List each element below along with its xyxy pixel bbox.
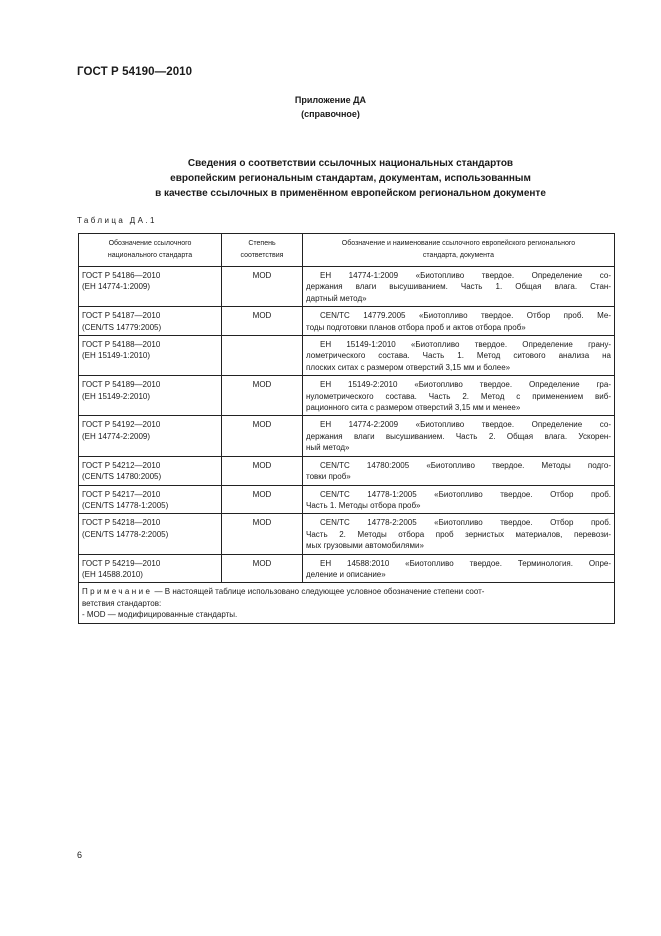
table-caption: Таблица ДА.1	[77, 216, 157, 225]
european-document-cell	[303, 554, 615, 583]
note-line	[82, 586, 611, 597]
document-line: лометрического состава. Часть 1. Метод ситового анализа на	[306, 351, 611, 361]
document-line: дартный метод»	[306, 293, 367, 303]
table-note	[79, 583, 615, 623]
document-line: ЕН 14588:2010 «Биотопливо твердое. Терминология. Опре-	[320, 558, 611, 568]
note-line: ветствия стандартов:	[82, 598, 162, 608]
heading-line: в качестве ссылочных в применённом европейском региональном документе	[155, 188, 546, 199]
appendix-title: Приложение ДА	[294, 95, 367, 105]
table-row	[79, 514, 615, 554]
table-row	[79, 485, 615, 514]
national-standard-cell	[79, 307, 222, 336]
document-line: CEN/TC 14778-1:2005 «Биотопливо твердое. Отбор проб.	[320, 489, 611, 499]
european-document-cell	[303, 267, 615, 307]
header-degree	[222, 234, 303, 267]
document-line: держания влаги высушиванием. Часть 1. Общая влага. Стан-	[306, 282, 611, 292]
european-document-cell	[303, 485, 615, 514]
european-document-cell	[303, 336, 615, 376]
table-row	[79, 456, 615, 485]
standard-designation: (CEN/TS 14780:2005)	[82, 472, 162, 482]
document-code: ГОСТ Р 54190—2010	[77, 66, 193, 78]
document-line: товки проб»	[306, 472, 351, 482]
document-line: Часть 1. Методы отбора проб»	[306, 500, 421, 510]
header-line: национального стандарта	[107, 252, 193, 259]
national-standard-cell	[79, 267, 222, 307]
degree-cell	[222, 336, 303, 376]
national-standard-cell	[79, 554, 222, 583]
header-line: стандарта, документа	[422, 252, 495, 259]
national-standard-cell	[79, 336, 222, 376]
header-national-standard	[79, 234, 222, 267]
table-row	[79, 307, 615, 336]
degree-cell: MOD	[222, 485, 303, 514]
header-line: Степень	[248, 240, 276, 247]
standard-designation: ГОСТ Р 54189—2010	[82, 380, 161, 390]
document-line: нулометрического состава. Часть 2. Метод с применением виб-	[306, 391, 611, 401]
standard-designation: ГОСТ Р 54218—2010	[82, 518, 161, 528]
degree-cell: MOD	[222, 554, 303, 583]
european-document-cell	[303, 514, 615, 554]
standard-designation: ГОСТ Р 54212—2010	[82, 460, 161, 470]
standard-designation: (ЕН 15149-2:2010)	[82, 391, 151, 401]
degree-cell: MOD	[222, 376, 303, 416]
document-line: CEN/TC 14779.2005 «Биотопливо твердое. Отбор проб. Ме-	[320, 311, 611, 321]
standard-designation: ГОСТ Р 54192—2010	[82, 420, 161, 430]
document-line: CEN/TC 14778-2:2005 «Биотопливо твердое. Отбор проб.	[320, 518, 611, 528]
degree-cell: MOD	[222, 267, 303, 307]
table-note-row	[79, 583, 615, 623]
section-heading	[60, 156, 641, 201]
standard-designation: (ЕН 14774-1:2009)	[82, 282, 151, 292]
national-standard-cell	[79, 376, 222, 416]
table-header-row	[79, 234, 615, 267]
standards-table	[78, 233, 615, 624]
document-line: ный метод»	[306, 443, 350, 453]
european-document-cell	[303, 416, 615, 456]
note-line: - MOD — модифицированные стандарты.	[82, 610, 238, 620]
note-text: — В настоящей таблице использовано следующее условное обозначение степени соот-	[152, 587, 485, 597]
degree-cell: MOD	[222, 456, 303, 485]
standard-designation: ГОСТ Р 54187—2010	[82, 311, 161, 321]
document-line: рационного сита с размером отверстий 3,15 мм и менее»	[306, 403, 521, 413]
appendix-subtitle: (справочное)	[301, 109, 360, 119]
header-line: Обозначение ссылочного	[108, 240, 192, 247]
european-document-cell	[303, 307, 615, 336]
european-document-cell	[303, 456, 615, 485]
table-row	[79, 416, 615, 456]
european-document-cell	[303, 376, 615, 416]
standard-designation: (ЕН 14774-2:2009)	[82, 431, 151, 441]
standard-designation: (ЕН 15149-1:2010)	[82, 351, 151, 361]
document-line: ЕН 15149-2:2010 «Биотопливо твердое. Определение гра-	[320, 380, 611, 390]
document-line: мых грузовыми автомобилями»	[306, 541, 424, 551]
standard-designation: (CEN/TS 14778-1:2005)	[82, 500, 169, 510]
header-line: Обозначение и наименование ссылочного европейского регионального	[341, 240, 576, 247]
document-line: плоских ситах с размером отверстий 3,15 мм и более»	[306, 362, 511, 372]
document-line: ЕН 14774-1:2009 «Биотопливо твердое. Определение со-	[320, 271, 611, 280]
national-standard-cell	[79, 514, 222, 554]
page-number: 6	[77, 850, 83, 860]
national-standard-cell	[79, 485, 222, 514]
header-european-document	[303, 234, 615, 267]
degree-cell: MOD	[222, 514, 303, 554]
table-row	[79, 336, 615, 376]
table-row	[79, 267, 615, 307]
header-line: соответствия	[240, 252, 284, 259]
document-line: тоды подготовки планов отбора проб и актов отбора проб»	[306, 322, 526, 332]
table-row	[79, 554, 615, 583]
document-line: CEN/TC 14780:2005 «Биотопливо твердое. Методы подго-	[320, 460, 611, 470]
standard-designation: (CEN/TS 14779:2005)	[82, 322, 162, 332]
table-row	[79, 376, 615, 416]
standard-designation: (ЕН 14588.2010)	[82, 569, 143, 579]
document-line: Часть 2. Методы отбора проб зернистых материалов, перевози-	[306, 529, 611, 539]
national-standard-cell	[79, 416, 222, 456]
heading-line: Сведения о соответствии ссылочных национальных стандартов	[187, 158, 514, 169]
document-line: держания влаги высушиванием. Часть 2. Общая влага. Ускорен-	[306, 431, 611, 441]
standard-designation: ГОСТ Р 54219—2010	[82, 558, 161, 568]
document-line: ЕН 15149-1:2010 «Биотопливо твердое. Определение грану-	[320, 340, 611, 350]
standard-designation: (CEN/TS 14778-2:2005)	[82, 529, 169, 539]
heading-line: европейским региональным стандартам, документам, использованным	[170, 173, 531, 184]
degree-cell: MOD	[222, 307, 303, 336]
document-line: ЕН 14774-2:2009 «Биотопливо твердое. Определение со-	[320, 420, 611, 430]
note-label: Примечание	[82, 587, 153, 597]
degree-cell: MOD	[222, 416, 303, 456]
standard-designation: ГОСТ Р 54186—2010	[82, 271, 161, 280]
standard-designation: ГОСТ Р 54217—2010	[82, 489, 161, 499]
standard-designation: ГОСТ Р 54188—2010	[82, 340, 161, 350]
document-line: деление и описание»	[306, 569, 386, 579]
national-standard-cell	[79, 456, 222, 485]
